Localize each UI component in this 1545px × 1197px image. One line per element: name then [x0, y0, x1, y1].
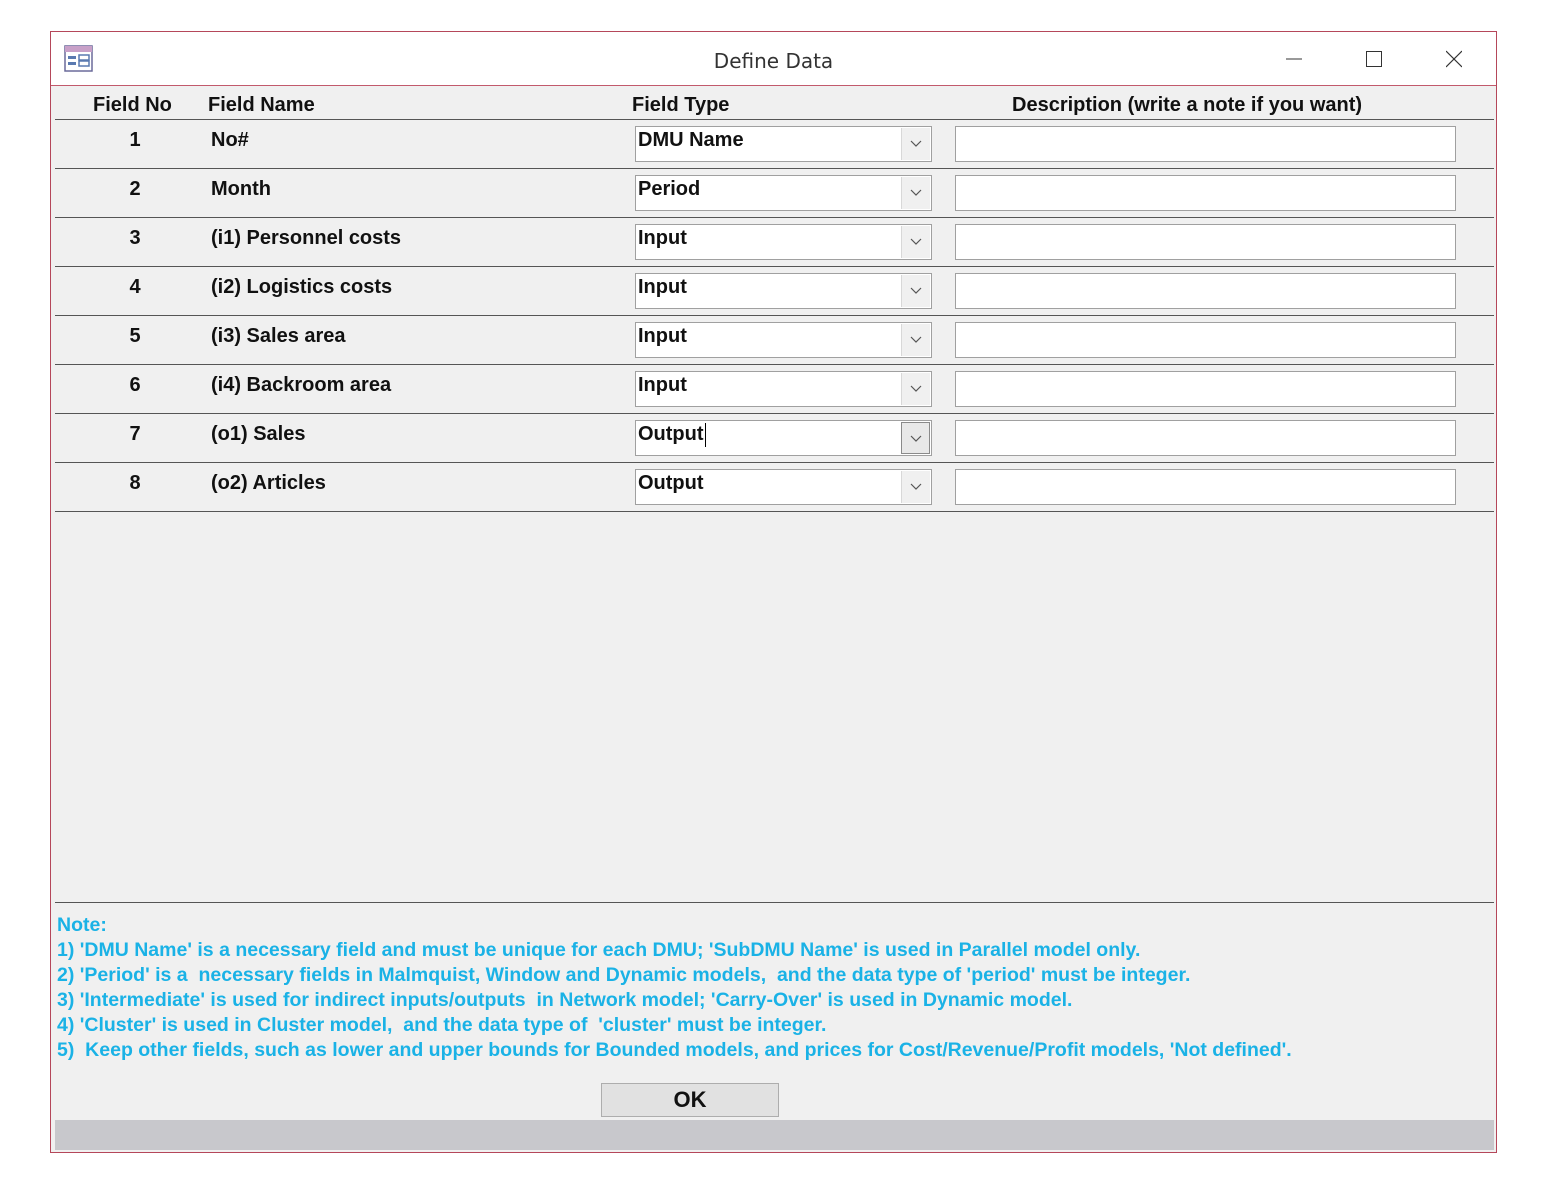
- field-no: 7: [129, 423, 141, 445]
- maximize-button[interactable]: [1354, 44, 1394, 74]
- field-no: 1: [129, 129, 141, 151]
- field-no: 8: [129, 472, 141, 494]
- field-no: 5: [129, 325, 141, 347]
- field-type-value: Period: [638, 178, 701, 200]
- notes-section: [57, 913, 1292, 1063]
- table-row: [55, 414, 1494, 463]
- table-row: [55, 169, 1494, 218]
- dropdown-button[interactable]: [901, 324, 930, 356]
- chevron-down-icon: [910, 238, 922, 246]
- field-type-select[interactable]: [635, 371, 932, 407]
- note-line: 3) 'Intermediate' is used for indirect inputs/outputs in Network model; 'Carry-Over' is used in Dynamic model.: [57, 989, 1073, 1011]
- field-type-select[interactable]: [635, 273, 932, 309]
- field-type-select[interactable]: [635, 322, 932, 358]
- field-type-select[interactable]: [635, 224, 932, 260]
- field-name: (i1) Personnel costs: [211, 227, 402, 249]
- field-type-value: Input: [638, 374, 687, 396]
- note-line: 1) 'DMU Name' is a necessary field and must be unique for each DMU; 'SubDMU Name' is used in Parallel model only.: [57, 939, 1141, 961]
- header-field-name: Field Name: [208, 94, 315, 116]
- text-cursor: [705, 423, 706, 447]
- close-button[interactable]: [1434, 44, 1474, 74]
- window-title: Define Data: [713, 49, 834, 73]
- field-type-value: Output: [638, 472, 704, 494]
- description-input[interactable]: [955, 420, 1456, 456]
- field-name: No#: [211, 129, 249, 151]
- note-line: 5) Keep other fields, such as lower and upper bounds for Bounded models, and prices for Cost/Revenue/Profit models, 'Not defined'.: [57, 1039, 1292, 1061]
- chevron-down-icon: [910, 336, 922, 344]
- note-line: 4) 'Cluster' is used in Cluster model, and the data type of 'cluster' must be integer.: [57, 1014, 827, 1036]
- description-input[interactable]: [955, 224, 1456, 260]
- description-input[interactable]: [955, 273, 1456, 309]
- field-name: (i2) Logistics costs: [211, 276, 393, 298]
- close-icon: [1446, 44, 1462, 74]
- header-field-no: Field No: [93, 94, 172, 116]
- header-description: Description (write a note if you want): [1012, 94, 1363, 116]
- field-no: 2: [129, 178, 141, 200]
- field-table: [55, 120, 1494, 512]
- field-name: (i4) Backroom area: [211, 374, 392, 396]
- chevron-down-icon: [910, 189, 922, 197]
- field-type-select[interactable]: [635, 420, 932, 456]
- description-input[interactable]: [955, 175, 1456, 211]
- field-type-value: [638, 423, 706, 447]
- chevron-down-icon: [910, 435, 922, 443]
- table-header: [55, 88, 1494, 120]
- description-input[interactable]: [955, 371, 1456, 407]
- title-bar: [51, 32, 1496, 86]
- field-type-value: DMU Name: [638, 129, 744, 151]
- header-field-type: Field Type: [632, 94, 730, 116]
- notes-heading: Note:: [57, 914, 107, 936]
- status-bar: [55, 1120, 1494, 1150]
- table-row: [55, 365, 1494, 414]
- dropdown-button[interactable]: [901, 177, 930, 209]
- field-name: Month: [211, 178, 271, 200]
- chevron-down-icon: [910, 140, 922, 148]
- field-no: 4: [129, 276, 141, 298]
- maximize-icon: [1366, 44, 1382, 74]
- dropdown-button[interactable]: [901, 471, 930, 503]
- field-type-value: Input: [638, 325, 687, 347]
- field-no: 6: [129, 374, 141, 396]
- field-type-select[interactable]: [635, 175, 932, 211]
- field-type-value: Input: [638, 227, 687, 249]
- description-input[interactable]: [955, 126, 1456, 162]
- description-input[interactable]: [955, 322, 1456, 358]
- chevron-down-icon: [910, 287, 922, 295]
- field-no: 3: [129, 227, 141, 249]
- table-row: [55, 463, 1494, 512]
- field-type-text: Output: [638, 423, 704, 445]
- table-row: [55, 267, 1494, 316]
- field-name: (o1) Sales: [211, 423, 306, 445]
- chevron-down-icon: [910, 483, 922, 491]
- description-input[interactable]: [955, 469, 1456, 505]
- ok-button[interactable]: OK: [601, 1083, 779, 1117]
- minimize-icon: [1286, 44, 1302, 74]
- field-type-select[interactable]: [635, 126, 932, 162]
- dropdown-button[interactable]: [901, 275, 930, 307]
- table-row: [55, 218, 1494, 267]
- chevron-down-icon: [910, 385, 922, 393]
- table-row: [55, 316, 1494, 365]
- table-row: [55, 120, 1494, 169]
- field-name: (i3) Sales area: [211, 325, 346, 347]
- field-name: (o2) Articles: [211, 472, 326, 494]
- dropdown-button[interactable]: [901, 128, 930, 160]
- define-data-window: [50, 31, 1497, 1153]
- field-type-select[interactable]: [635, 469, 932, 505]
- field-type-value: Input: [638, 276, 687, 298]
- minimize-button[interactable]: [1274, 44, 1314, 74]
- dropdown-button[interactable]: [901, 422, 930, 454]
- notes-divider: [55, 902, 1494, 903]
- dropdown-button[interactable]: [901, 373, 930, 405]
- note-line: 2) 'Period' is a necessary fields in Malmquist, Window and Dynamic models, and the data type of 'period' must be integer.: [57, 964, 1191, 986]
- dropdown-button[interactable]: [901, 226, 930, 258]
